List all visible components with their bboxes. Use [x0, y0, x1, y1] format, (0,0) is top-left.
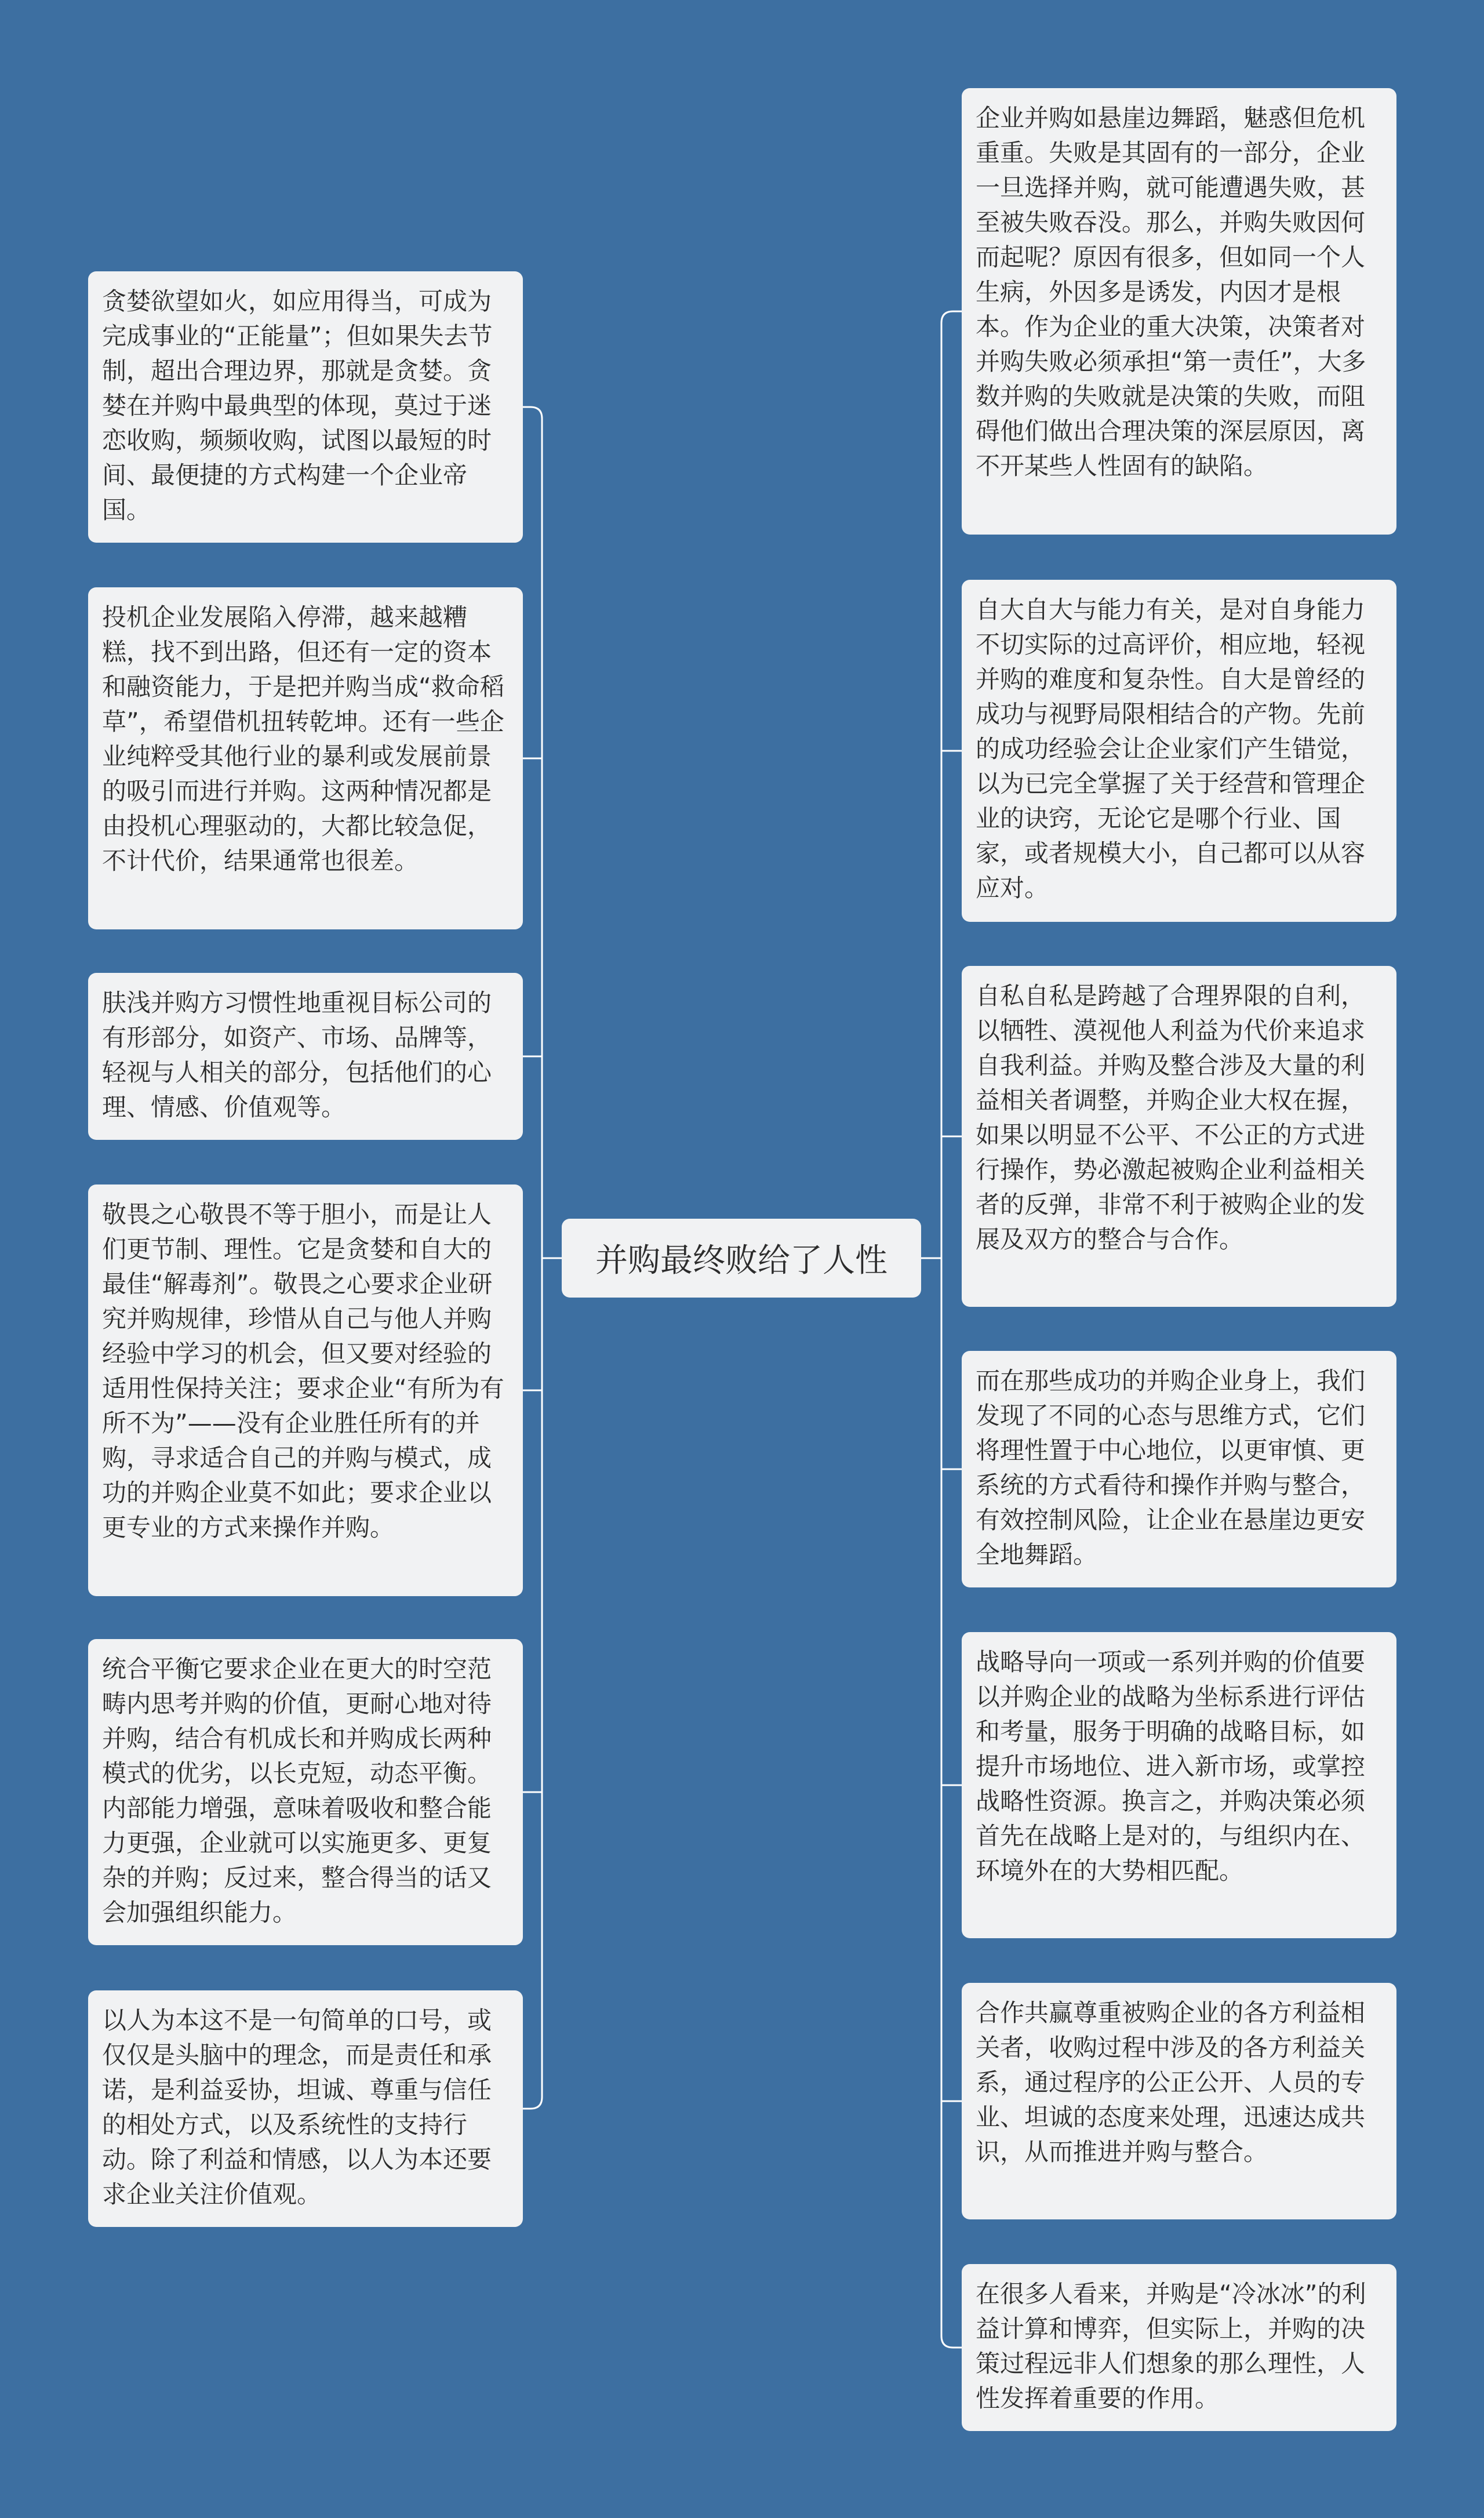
right-topic-node[interactable]	[962, 88, 1396, 535]
left-topic-node[interactable]	[88, 973, 523, 1140]
connector-line	[523, 407, 542, 419]
node-text: 战略导向一项或一系列并购的价值要以并购企业的战略为坐标系进行评估和考量，服务于明确的战略目标，如提升市场地位、进入新市场，或掌控战略性资源。换言之，并购决策必须首先在战略上是对的，与组织内在、环境外在的大势相匹配。	[976, 1648, 1366, 1885]
node-text: 企业并购如悬崖边舞蹈，魅惑但危机重重。失败是其固有的一部分，企业一旦选择并购，就可能遭遇失败，甚至被失败吞没。那么，并购失败因何而起呢？原因有很多，但如同一个人生病，外因多是诱发，内因才是根本。作为企业的重大决策，决策者对并购失败必须承担“第一责任”，大多数并购的失败就是决策的失败，而阻碍他们做出合理决策的深层原因，离不开某些人性固有的缺陷。	[976, 104, 1366, 480]
left-topic-node[interactable]	[88, 1639, 523, 1945]
right-topic-node[interactable]	[962, 580, 1396, 922]
node-text: 贪婪欲望如火，如应用得当，可成为完成事业的“正能量”；但如果失去节制，超出合理边界，那就是贪婪。贪婪在并购中最典型的体现，莫过于迷恋收购，频频收购，试图以最短的时间、最便捷的方式构建一个企业帝国。	[102, 287, 493, 524]
node-text: 在很多人看来，并购是“冷冰冰”的利益计算和博弈，但实际上，并购的决策过程远非人们想象的那么理性，人性发挥着重要的作用。	[976, 2280, 1366, 2412]
central-topic-label: 并购最终败给了人性	[595, 1242, 888, 1280]
connector-line	[523, 2097, 542, 2109]
connector-line	[941, 311, 962, 323]
left-topic-node[interactable]	[88, 271, 523, 543]
node-text: 自私自私是跨越了合理界限的自利，以牺牲、漠视他人利益为代价来追求自我利益。并购及整合涉及大量的利益相关者调整，并购企业大权在握，如果以明显不公平、不公正的方式进行操作，势必激起被购企业利益相关者的反弹，非常不利于被购企业的发展及双方的整合与合作。	[976, 982, 1366, 1253]
node-text: 而在那些成功的并购企业身上，我们发现了不同的心态与思维方式，它们将理性置于中心地位，以更审慎、更系统的方式看待和操作并购与整合，有效控制风险，让企业在悬崖边更安全地舞蹈。	[976, 1367, 1366, 1569]
node-text: 合作共赢尊重被购企业的各方利益相关者，收购过程中涉及的各方利益关系，通过程序的公正公开、人员的专业、坦诚的态度来处理，迅速达成共识，从而推进并购与整合。	[976, 1999, 1366, 2166]
node-text: 自大自大与能力有关，是对自身能力不切实际的过高评价，相应地，轻视并购的难度和复杂性。自大是曾经的成功与视野局限相结合的产物。先前的成功经验会让企业家们产生错觉，以为已完全掌握了关于经营和管理企业的诀窍，无论它是哪个行业、国家，或者规模大小，自己都可以从容应对。	[976, 595, 1366, 902]
right-topic-node[interactable]	[962, 1632, 1396, 1938]
node-text: 敬畏之心敬畏不等于胆小，而是让人们更节制、理性。它是贪婪和自大的最佳“解毒剂”。敬畏之心要求企业研究并购规律，珍惜从自己与他人并购经验中学习的机会，但又要对经验的适用性保持关注；要求企业“有所为有所不为”——没有企业胜任所有的并购，寻求适合自己的并购与模式，成功的并购企业莫不如此；要求企业以更专业的方式来操作并购。	[102, 1200, 504, 1542]
left-topic-node[interactable]	[88, 1184, 523, 1596]
node-text: 投机企业发展陷入停滞，越来越糟糕，找不到出路，但还有一定的资本和融资能力，于是把并购当成“救命稻草”，希望借机扭转乾坤。还有一些企业纯粹受其他行业的暴利或发展前景的吸引而进行并购。这两种情况都是由投机心理驱动的，大都比较急促，不计代价，结果通常也很差。	[102, 603, 504, 875]
node-text: 统合平衡它要求企业在更大的时空范畴内思考并购的价值，更耐心地对待并购，结合有机成长和并购成长两种模式的优劣，以长克短，动态平衡。内部能力增强，意味着吸收和整合能力更强，企业就可以实施更多、更复杂的并购；反过来，整合得当的话又会加强组织能力。	[102, 1655, 492, 1927]
left-topic-node[interactable]	[88, 1990, 523, 2227]
node-text: 肤浅并购方习惯性地重视目标公司的有形部分，如资产、市场、品牌等，轻视与人相关的部分，包括他们的心理、情感、价值观等。	[102, 989, 492, 1121]
right-topic-node[interactable]	[962, 966, 1396, 1307]
central-topic-node[interactable]	[562, 1219, 921, 1298]
right-topic-node[interactable]	[962, 2264, 1396, 2431]
right-topic-node[interactable]	[962, 1351, 1396, 1587]
connector-line	[941, 2336, 962, 2348]
left-topic-node[interactable]	[88, 587, 523, 929]
node-text: 以人为本这不是一句简单的口号，或仅仅是头脑中的理念，而是责任和承诺，是利益妥协，坦诚、尊重与信任的相处方式，以及系统性的支持行动。除了利益和情感，以人为本还要求企业关注价值观。	[102, 2006, 492, 2208]
right-topic-node[interactable]	[962, 1983, 1396, 2219]
